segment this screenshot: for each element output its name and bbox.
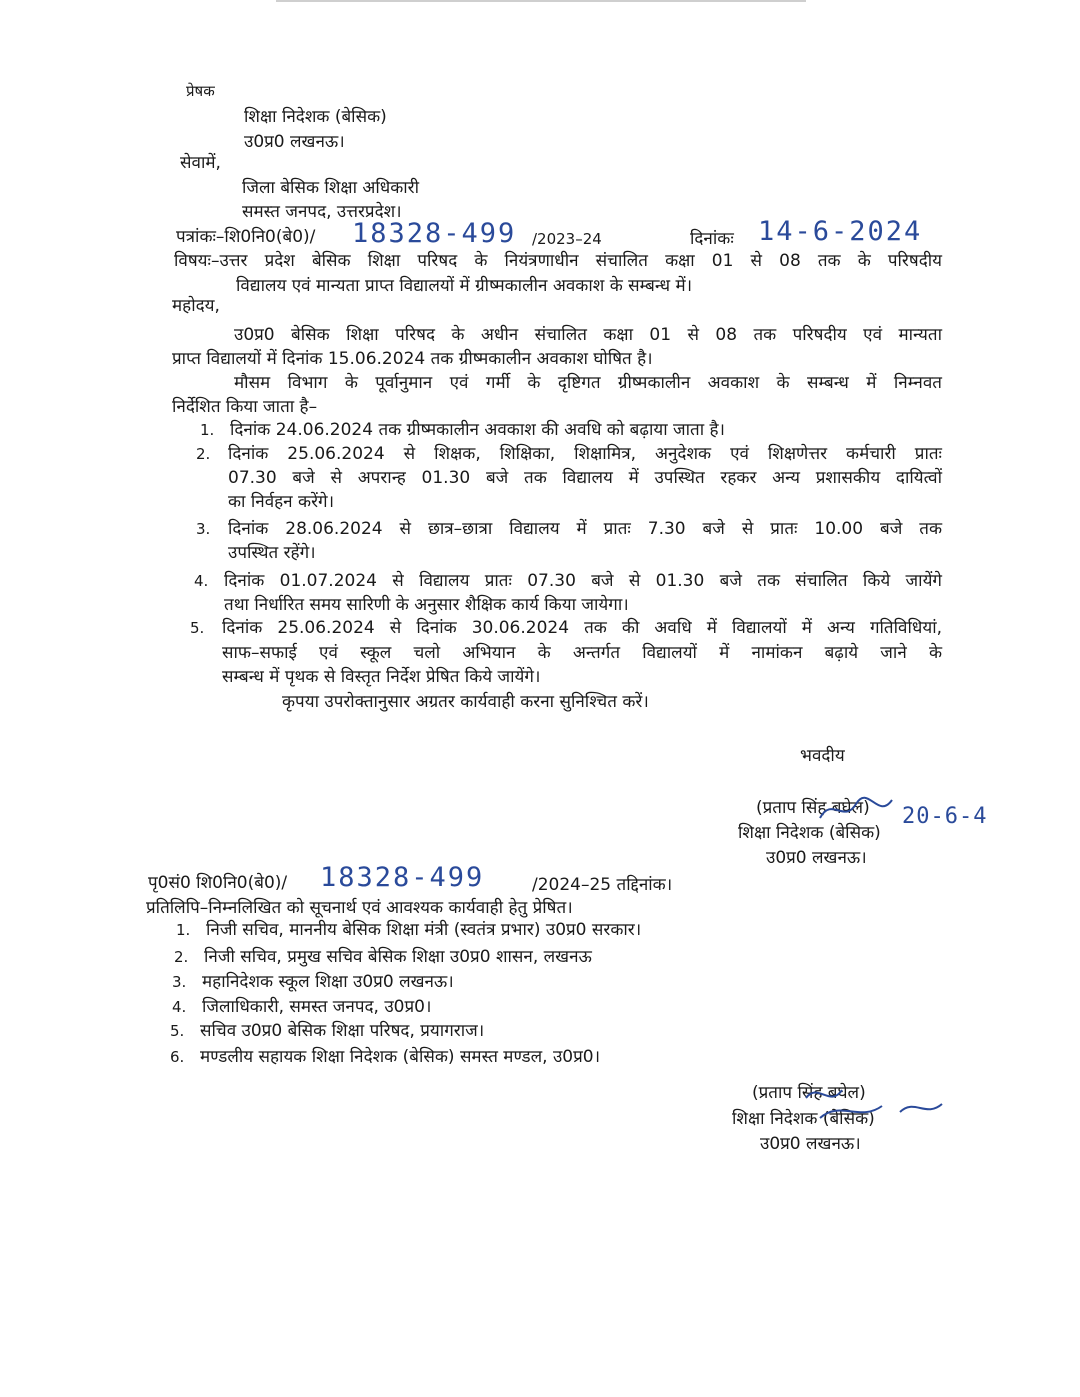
signoff-handwritten-date: 20-6-4 — [902, 804, 988, 829]
subject-line-2: विद्यालय एवं मान्यता प्राप्त विद्यालयों में ग्रीष्मकालीन अवकाश के सम्बन्ध में। — [236, 276, 693, 296]
copy-item-number: 1. — [176, 921, 191, 939]
copy-ref-prefix: पृ0सं0 शि0नि0(बे0)/ — [148, 873, 288, 893]
copy-signoff-name: (प्रताप सिंह बघेल) — [752, 1083, 866, 1103]
signature-scribble-1 — [800, 790, 910, 830]
sender-place: उ0प्र0 लखनऊ। — [244, 132, 345, 152]
copy-item: सचिव उ0प्र0 बेसिक शिक्षा परिषद, प्रयागराज। — [200, 1021, 485, 1041]
ref-prefix: पत्रांकः–शि0नि0(बे0)/ — [176, 227, 316, 247]
point-number: 4. — [194, 572, 209, 590]
ref-year: /2023–24 — [532, 230, 602, 248]
para2-line-2: निर्देशित किया जाता है– — [172, 397, 318, 417]
copy-intro: प्रतिलिपि–निम्नलिखित को सूचनार्थ एवं आवश्यक कार्यवाही हेतु प्रेषित। — [146, 898, 573, 918]
signoff-designation: शिक्षा निदेशक (बेसिक) — [738, 823, 881, 843]
signoff-regards: भवदीय — [800, 746, 845, 766]
copy-item-number: 2. — [174, 948, 189, 966]
ref-number-handwritten: 18328-499 — [352, 218, 517, 249]
copy-ref-number-handwritten: 18328-499 — [320, 862, 485, 893]
subject-line-1: विषयः–उत्तर प्रदेश बेसिक शिक्षा परिषद के नियंत्रणाधीन संचालित कक्षा 01 से 08 तक के परिषदीय — [174, 251, 942, 271]
para2-line-1: मौसम विभाग के पूर्वानुमान एवं गर्मी के दृष्टिगत ग्रीष्मकालीन अवकाश के सम्बन्ध में निम्नवत — [234, 373, 942, 393]
recipient-place: समस्त जनपद, उत्तरप्रदेश। — [242, 202, 402, 222]
point-3-line-2: उपस्थित रहेंगे। — [228, 543, 316, 563]
copy-item-number: 6. — [170, 1048, 185, 1066]
salutation: महोदय, — [172, 296, 220, 316]
copy-ref-suffix: /2024–25 तद्दिनांक। — [532, 875, 673, 895]
signature-scribble-2 — [790, 1078, 950, 1128]
recipient-title: जिला बेसिक शिक्षा अधिकारी — [242, 178, 420, 198]
point-2-line-2: 07.30 बजे से अपरान्ह 01.30 बजे तक विद्यालय में उपस्थित रहकर अन्य प्रशासकीय दायित्वों — [228, 468, 942, 488]
copy-signoff-designation: शिक्षा निदेशक (बेसिक) — [732, 1109, 875, 1129]
closing-request: कृपया उपरोक्तानुसार अग्रतर कार्यवाही करना सुनिश्चित करें। — [282, 692, 649, 712]
recipient-label: सेवामें, — [180, 153, 221, 173]
point-2-line-3: का निर्वहन करेंगे। — [228, 492, 335, 512]
sender-label: प्रेषक — [186, 82, 215, 100]
point-number: 1. — [200, 421, 215, 439]
copy-item-number: 5. — [170, 1022, 185, 1040]
sender-title: शिक्षा निदेशक (बेसिक) — [244, 107, 387, 127]
para1-line-2: प्राप्त विद्यालयों में दिनांक 15.06.2024 तक ग्रीष्मकालीन अवकाश घोषित है। — [172, 349, 653, 369]
copy-item-number: 3. — [172, 973, 187, 991]
point-5-line-3: सम्बन्ध में पृथक से विस्तृत निर्देश प्रेषित किये जायेंगे। — [222, 667, 541, 687]
signoff-place: उ0प्र0 लखनऊ। — [766, 848, 867, 868]
point-3-line-1: दिनांक 28.06.2024 से छात्र–छात्रा विद्यालय में प्रातः 7.30 बजे से प्रातः 10.00 बजे तक — [228, 519, 942, 539]
para1-line-1: उ0प्र0 बेसिक शिक्षा परिषद के अधीन संचालित कक्षा 01 से 08 तक परिषदीय एवं मान्यता — [234, 325, 942, 345]
copy-item: निजी सचिव, माननीय बेसिक शिक्षा मंत्री (स्वतंत्र प्रभार) उ0प्र0 सरकार। — [206, 920, 642, 940]
scan-edge-line — [276, 0, 806, 2]
point-2-line-1: दिनांक 25.06.2024 से शिक्षक, शिक्षिका, शिक्षामित्र, अनुदेशक एवं शिक्षणेत्तर कर्मचारी प्रातः — [228, 444, 942, 464]
point-5-line-1: दिनांक 25.06.2024 से दिनांक 30.06.2024 तक की अवधि में विद्यालयों में अन्य गतिविधियां, — [222, 618, 942, 638]
point-1-line-1: दिनांक 24.06.2024 तक ग्रीष्मकालीन अवकाश की अवधि को बढ़ाया जाता है। — [230, 420, 725, 440]
copy-signoff-place: उ0प्र0 लखनऊ। — [760, 1134, 861, 1154]
point-4-line-2: तथा निर्धारित समय सारिणी के अनुसार शैक्षिक कार्य किया जायेगा। — [224, 595, 629, 615]
copy-item: निजी सचिव, प्रमुख सचिव बेसिक शिक्षा उ0प्र0 शासन, लखनऊ — [204, 947, 592, 967]
point-5-line-2: साफ–सफाई एवं स्कूल चलो अभियान के अन्तर्गत विद्यालयों में नामांकन बढ़ाये जाने के — [222, 643, 942, 663]
copy-item: महानिदेशक स्कूल शिक्षा उ0प्र0 लखनऊ। — [202, 972, 454, 992]
copy-item: जिलाधिकारी, समस्त जनपद, उ0प्र0। — [202, 997, 432, 1017]
signoff-name: (प्रताप सिंह बघेल) — [756, 798, 870, 818]
copy-item-number: 4. — [172, 998, 187, 1016]
point-number: 2. — [196, 445, 211, 463]
point-number: 3. — [196, 520, 211, 538]
point-number: 5. — [190, 619, 205, 637]
point-4-line-1: दिनांक 01.07.2024 से विद्यालय प्रातः 07.30 बजे से 01.30 बजे तक संचालित किये जायेंगे — [224, 571, 942, 591]
ref-date-handwritten: 14-6-2024 — [758, 216, 923, 247]
ref-date-label: दिनांकः — [690, 229, 734, 249]
copy-item: मण्डलीय सहायक शिक्षा निदेशक (बेसिक) समस्त मण्डल, उ0प्र0। — [200, 1047, 601, 1067]
